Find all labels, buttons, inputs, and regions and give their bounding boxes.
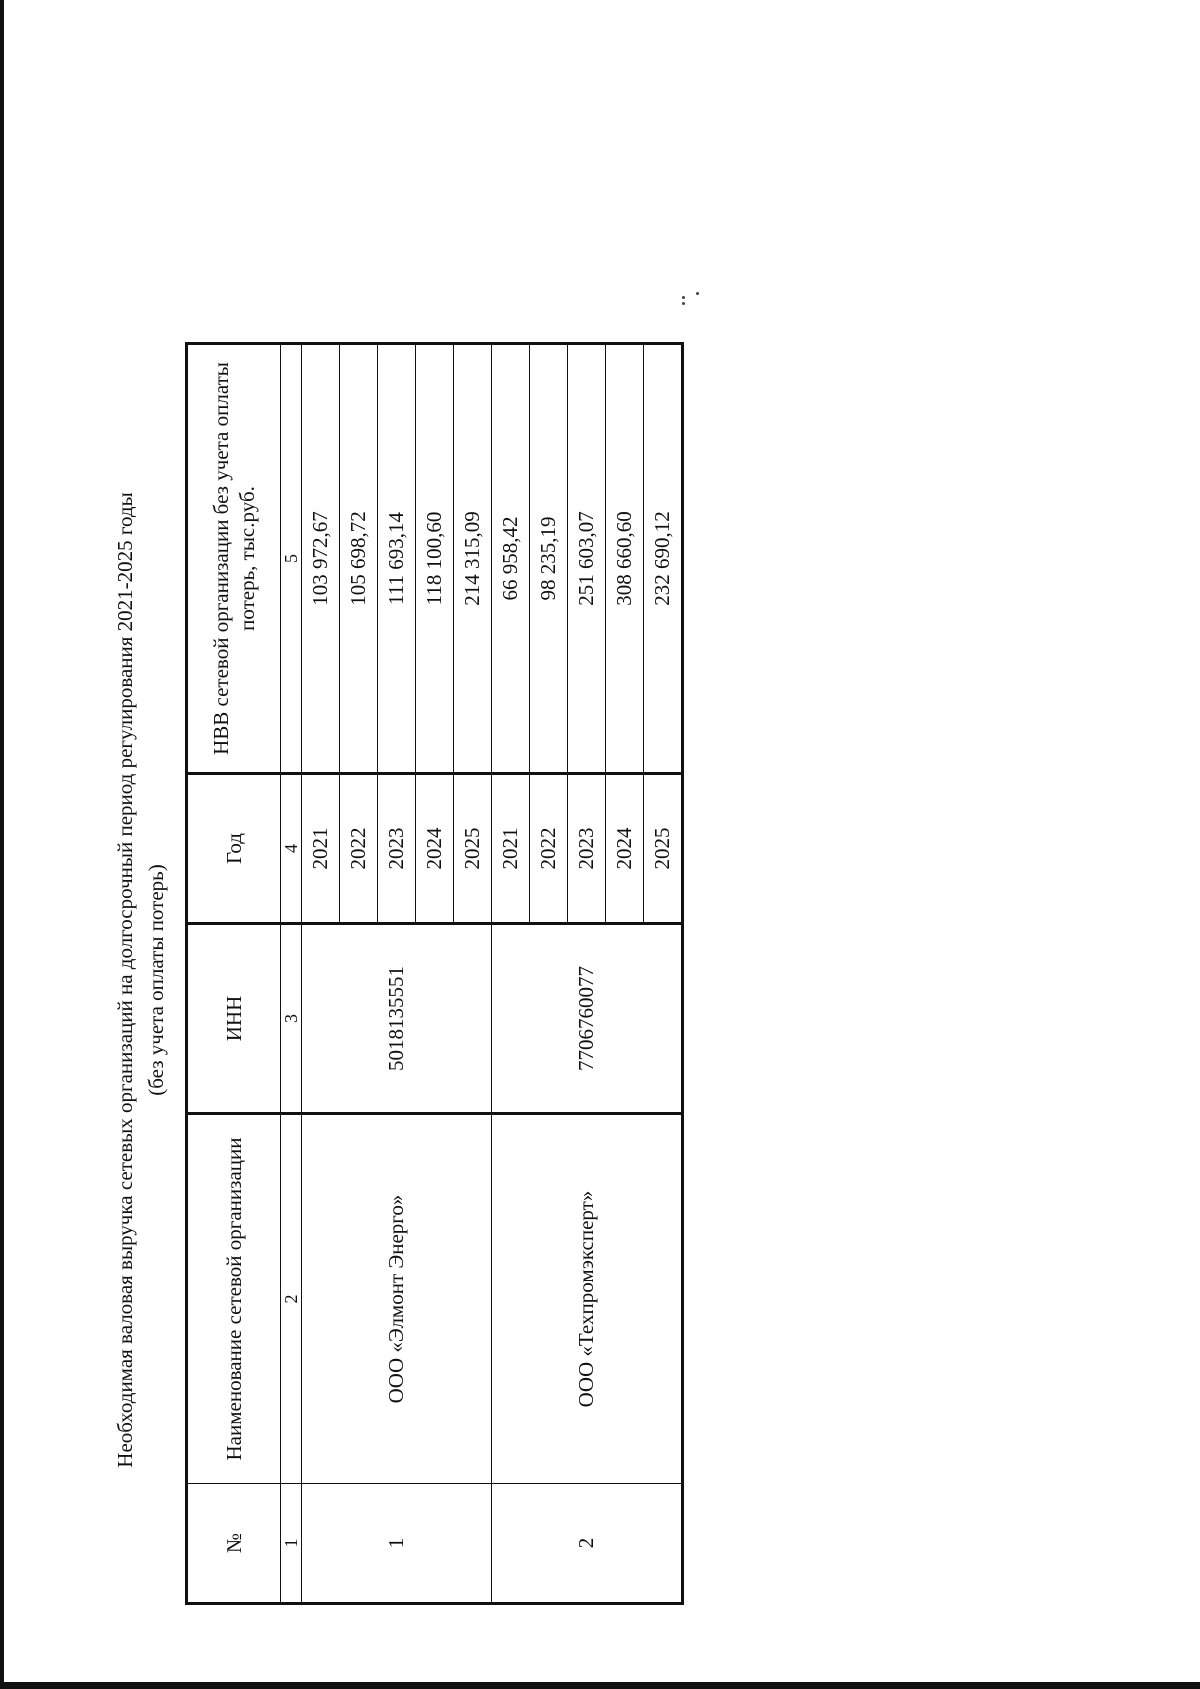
nvv-cell: 118 100,60 [416, 344, 454, 774]
year-cell: 2024 [416, 774, 454, 924]
rotated-document-sheet [110, 300, 870, 1660]
scan-speck [696, 292, 699, 295]
year-cell: 2021 [302, 774, 340, 924]
column-number-row [281, 344, 302, 1604]
table-header-row [187, 344, 281, 1604]
org-inn: 5018135551 [302, 924, 492, 1114]
column-number: 3 [281, 924, 302, 1114]
year-cell: 2024 [606, 774, 644, 924]
scan-edge-left [0, 0, 4, 1689]
org-number: 1 [302, 1484, 492, 1604]
scan-speck [682, 296, 685, 299]
org-name: ООО «Техпромэксперт» [492, 1114, 683, 1484]
column-number: 1 [281, 1484, 302, 1604]
table-row [302, 344, 340, 1604]
org-inn: 7706760077 [492, 924, 683, 1114]
org-number: 2 [492, 1484, 683, 1604]
nvv-cell: 98 235,19 [530, 344, 568, 774]
nvv-cell: 308 660,60 [606, 344, 644, 774]
year-cell: 2021 [492, 774, 530, 924]
column-number: 4 [281, 774, 302, 924]
nvv-cell: 66 958,42 [492, 344, 530, 774]
nvv-cell: 214 315,09 [454, 344, 492, 774]
scan-edge-bottom [0, 1682, 1200, 1689]
table-row [492, 344, 530, 1604]
nvv-cell: 251 603,07 [568, 344, 606, 774]
title-line-2: (без учета оплаты потерь) [144, 864, 168, 1096]
header-year: Год [187, 774, 281, 924]
year-cell: 2025 [644, 774, 683, 924]
nvv-cell: 111 693,14 [378, 344, 416, 774]
column-number: 5 [281, 344, 302, 774]
title-line-1: Необходимая валовая выручка сетевых организаций на долгосрочный период регулирования 2021-2025 годы [113, 492, 137, 1468]
nvv-table [185, 342, 684, 1605]
header-name: Наименование сетевой организации [187, 1114, 281, 1484]
nvv-cell: 103 972,67 [302, 344, 340, 774]
org-name: ООО «Элмонт Энерго» [302, 1114, 492, 1484]
document-title [110, 300, 172, 1660]
year-cell: 2025 [454, 774, 492, 924]
year-cell: 2023 [568, 774, 606, 924]
column-number: 2 [281, 1114, 302, 1484]
nvv-cell: 105 698,72 [340, 344, 378, 774]
header-inn: ИНН [187, 924, 281, 1114]
header-nvv: НВВ сетевой организации без учета оплаты потерь, тыс.руб. [187, 344, 281, 774]
year-cell: 2022 [530, 774, 568, 924]
nvv-cell: 232 690,12 [644, 344, 683, 774]
year-cell: 2023 [378, 774, 416, 924]
header-num: № [187, 1484, 281, 1604]
year-cell: 2022 [340, 774, 378, 924]
